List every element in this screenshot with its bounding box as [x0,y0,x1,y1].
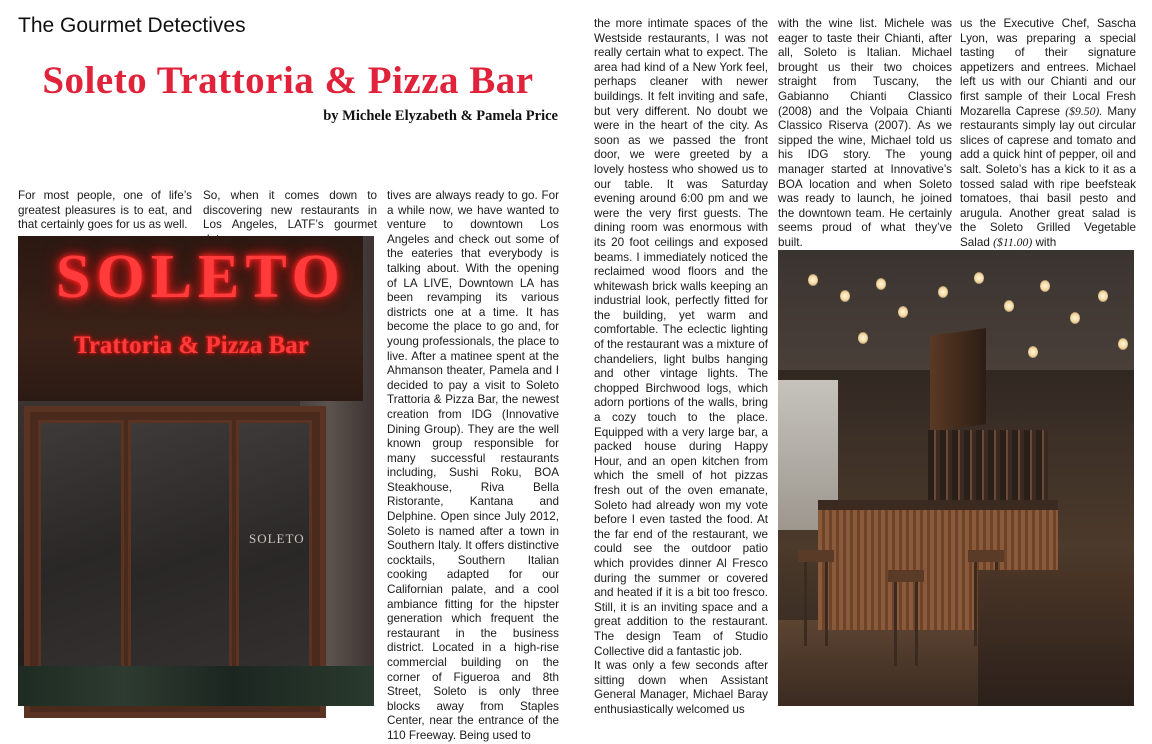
text-column-1 [18,189,192,231]
text-column-5 [778,17,952,247]
light-bulb [876,278,886,290]
text-run: us the Executive Chef, Sascha Lyon, was preparing a special tasting of their signature appetizers and entrees. Michael left us with our Chianti and our first sample of their Local Fresh Mozarella Caprese [960,17,1136,118]
light-bulb [1070,312,1080,324]
restaurant-exterior-photo [18,236,374,706]
light-bulb [840,290,850,302]
neon-sign-main: SOLETO [56,243,346,311]
section-label: The Gourmet Detectives [18,14,246,37]
wood-panel-tv [930,328,986,432]
article-title: Soleto Trattoria & Pizza Bar [42,59,534,102]
text-run: with [1035,235,1057,249]
dining-tables [978,570,1134,706]
light-bulb [808,274,818,286]
door-glass-panel [128,420,232,674]
bar-shelves [928,430,1048,500]
text-column-3 [387,189,559,742]
restaurant-interior-photo [778,250,1134,706]
light-bulb [1118,338,1128,350]
light-bulb [1040,280,1050,292]
bar-stool [888,570,924,666]
text-column-6 [960,17,1136,247]
light-bulb [1028,346,1038,358]
sign-board [18,236,363,401]
paragraph: So, when it comes down to discovering new restaurants in Los Angeles, LATF’s gourmet [203,189,377,232]
neon-sign-sub: Trattoria & Pizza Bar [74,332,309,359]
left-page [0,0,576,742]
text-column-2 [203,189,377,231]
byline: by Michele Elyzabeth & Pamela Price [323,108,558,124]
bar-stool [798,550,834,646]
door-logo: SOLETO [249,531,305,546]
paragraph: the more intimate spaces of the Westside restaurants, I was not really certain what to expect. The area had kind of a New York feel, perhaps cleaner with newer buildings. It felt inviting and safe, but very different. No doubt we were in the heart of the city. As soon as we passed the front door, we were greeted by a lovely hostess who showed us to our table. It was Saturday evening around 6:00 pm and we were the very first guests. The dining room was enormous with its 20 foot ceilings and exposed beams. I immediately noticed the reclaimed wood floors and the whitewash brick walls keeping an industrial look, perfectly fitted for the building, yet warm and comfortable. The eclectic lighting of the restaurant was a mixture of chandeliers, light bulbs hanging and other vintage lights. The chopped Birchwood logs, which adorn portions of the walls, bring a cozy touch to the place. Equipped with a very large bar, a packed house during Happy Hour, and an open kitchen from which the smell of hot pizzas fresh out of the oven emanate, Soleto had already won my vote before I even tasted the food. At the far end of the restaurant, we could see the outdoor patio which provides dinner Al Fresco during the summer or covered and heated if it is a bit too fresco. Still, it is an inviting space and a great addition to the restaurant. The design Team of Studio Collective did a fantastic job. [594,17,768,658]
paragraph: It was only a few seconds after sitting down when Assistant General Manager, Michael Baray enthusiastically welcomed us [594,659,768,716]
marble-base [18,666,374,706]
light-bulb [1004,300,1014,312]
paragraph: For most people, one of life’s greatest pleasures is to eat, and that certainly goes for us as well. [18,189,192,232]
paragraph: with the wine list. Michele was eager to taste their Chianti, after all, Soleto is Italian. Michael brought us their two choices straight from Tuscany, the Gabianno Chianti Classico (2008) and the Volpaia Chianti Classico Riserva (2007). As we sipped the wine, Michael told us his IDG story. The young manager started at Innovative’s BOA location and when Soleto was ready to launch, he joined the downtown team. He certainly seems proud of what they’ve built. [778,17,952,249]
light-bulb [858,332,868,344]
text-run: Many restaurants simply lay out circular slices of caprese and tomato and add a quick hint of pepper, oil and salt. Soleto’s has a kick to it as a tossed salad with ripe beefsteak tomatoes, thai basil pesto and arugula. Another great salad is the Soleto Grilled Vegetable Salad [960,104,1137,249]
price-caprese: ($9.50). [1065,104,1103,118]
right-page [576,0,1152,720]
price-vegetable-salad: ($11.00) [993,235,1033,249]
paragraph [960,17,1136,251]
light-bulb [898,306,908,318]
paragraph: tives are always ready to go. For a while now, we have wanted to venture to downtown Los Angeles and check out some of the eateries that everybody is talking about. With the opening of LA LIVE, Downtown LA has been revamping its various districts one at a time. It has become the place to go and, for young professionals, the place to live. After a matinee spent at the Ahmanson theater, Pamela and I decided to pay a visit to Soleto Trattoria & Pizza Bar, the newest creation from IDG (Innovative Dining Group). They are the well known group responsible for many successful restaurants including, Sushi Roku, BOA Steakhouse, Riva Bella Ristorante, Kantana and Delphine. Open since July 2012, Soleto is named after a town in Southern Italy. It offers distinctive cocktails, Southern Italian cooking adapted for our Californian palate, and a cool ambiance fitting for the hipster generation which frequent the restaurant in the business district. Located in a high-rise commercial building on the corner of Figueroa and 8th Street, Soleto is only three blocks away from Staples Center, near the entrance of the 110 Freeway. Being used to [387,189,559,742]
light-bulb [938,286,948,298]
text-column-4 [594,17,768,716]
light-bulb [974,272,984,284]
door-glass-panel [236,420,312,674]
light-bulb [1098,290,1108,302]
door-glass-panel [38,420,124,674]
